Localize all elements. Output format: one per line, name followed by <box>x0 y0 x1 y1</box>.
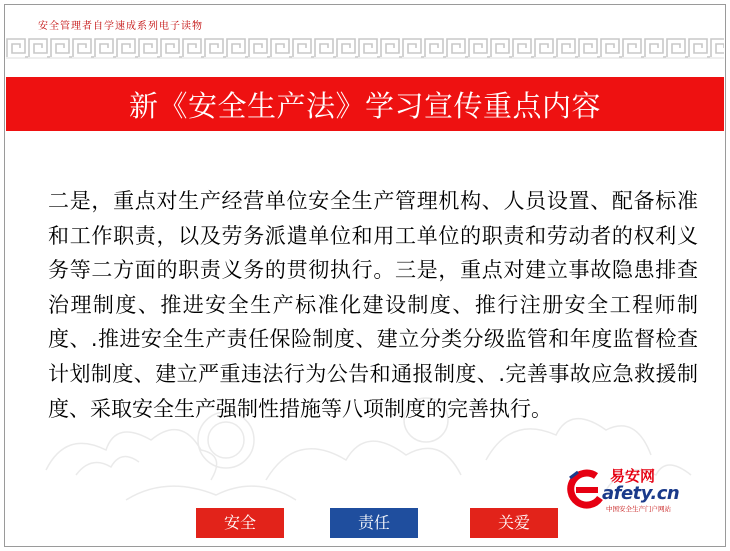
body-text: 二是，重点对生产经营单位安全生产管理机构、人员设置、配备标准和工作职责，以及劳务派遣单位和用工单位的职责和劳动者的权利义务等二方面的职责义务的贯彻执行。三是，重点对建立事故隐患排查治理制度、推进安全生产标准化建设制度、推行注册安全工程师制度、.推进安全生产责任保险制度、建立分类分级监管和年度监督检查计划制度、建立严重违法行为公告和通报制度、.完善事故应急救援制度、采取安全生产强制性措施等八项制度的完善执行。 <box>48 189 698 421</box>
logo-e-icon <box>566 468 606 512</box>
yian-logo <box>566 466 684 518</box>
greek-key-border <box>6 37 724 59</box>
logo-chinese: 易安网 <box>610 467 656 485</box>
logo-domain: afety.cn <box>602 483 680 504</box>
title-banner <box>6 77 724 131</box>
tag-safety-button[interactable]: 安全 <box>196 508 284 538</box>
logo-tagline: 中国安全生产门户网站 <box>606 505 671 513</box>
tag-care-button[interactable]: 关爱 <box>470 508 558 538</box>
series-label: 安全管理者自学速成系列电子读物 <box>38 21 203 32</box>
page-title: 新《安全生产法》学习宣传重点内容 <box>128 88 601 123</box>
tag-responsibility-button[interactable]: 责任 <box>330 508 418 538</box>
